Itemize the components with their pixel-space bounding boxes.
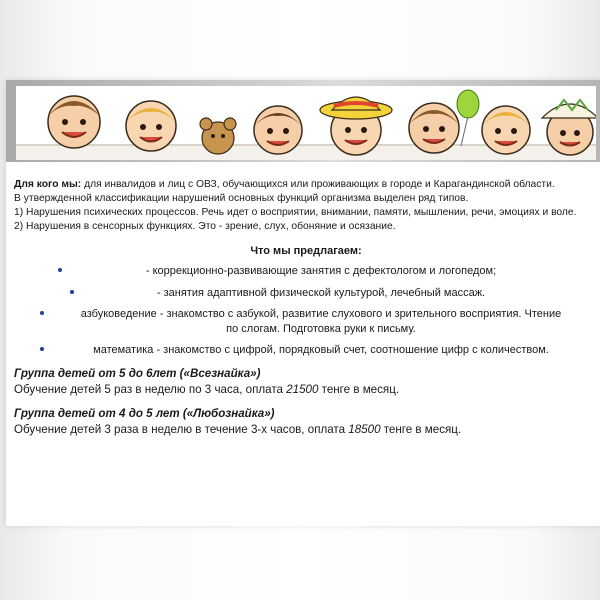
bullet-icon [58,268,62,272]
offer-item-text: азбуковедение - знакомство с азбукой, развитие слухового и зрительного восприятия. Чтение по слогам. Подготовка руки к письму. [80,308,562,335]
offer-item [14,264,598,279]
children-illustration [16,86,596,160]
bullet-icon [70,290,74,294]
document-panel [6,80,600,526]
group-text-after: тенге в месяц. [318,382,400,396]
offer-list [14,264,598,358]
group-title: Группа детей от 4 до 5 лет («Любознайка») [14,406,275,420]
offer-item [14,343,598,358]
offer-item [14,307,598,336]
offer-title: Что мы предлагаем: [250,245,362,257]
intro-item-2: 2) Нарушения в сенсорных функциях. Это - зрение, слух, обоняние и осязание. [14,221,396,232]
classification-text: В утвержденной классификации нарушений основных функций организма выделен ряд типов. [14,193,469,204]
for-whom-paragraph [14,178,598,192]
group-description [14,382,598,398]
group-description [14,422,598,438]
intro-item-1: 1) Нарушения психических процессов. Речь идет о восприятии, внимании, памяти, мышлении, речи, эмоциях и воле. [14,207,577,218]
group-section-2 [14,406,598,438]
group-text-before: Обучение детей 5 раз в неделю по 3 часа, оплата [14,382,287,396]
document-content [14,178,598,438]
bullet-icon [40,311,44,315]
children-banner-image [16,86,596,160]
offer-item-text: - занятия адаптивной физической культурой, лечебный массаж. [156,286,486,299]
for-whom-label: Для кого мы: [14,179,82,190]
group-section-1 [14,366,598,398]
for-whom-text: для инвалидов и лиц с ОВЗ, обучающихся или проживающих в городе и Карагандинской области. [81,179,555,190]
bullet-icon [40,347,44,351]
offer-item [14,286,598,301]
offer-item-text: математика - знакомство с цифрой, порядковый счет, соотношение цифр с количеством. [93,344,549,356]
group-price: 18500 [348,422,381,436]
group-price: 21500 [286,382,319,396]
group-text-before: Обучение детей 3 раза в неделю в течение 3-х часов, оплата [14,422,349,436]
banner-frame [6,80,600,162]
intro-section [14,178,598,234]
group-title: Группа детей от 5 до 6лет («Всезнайка») [14,366,261,380]
group-text-after: тенге в месяц. [380,422,462,436]
offer-item-text: - коррекционно-развивающие занятия с дефектологом и логопедом; [145,265,497,277]
